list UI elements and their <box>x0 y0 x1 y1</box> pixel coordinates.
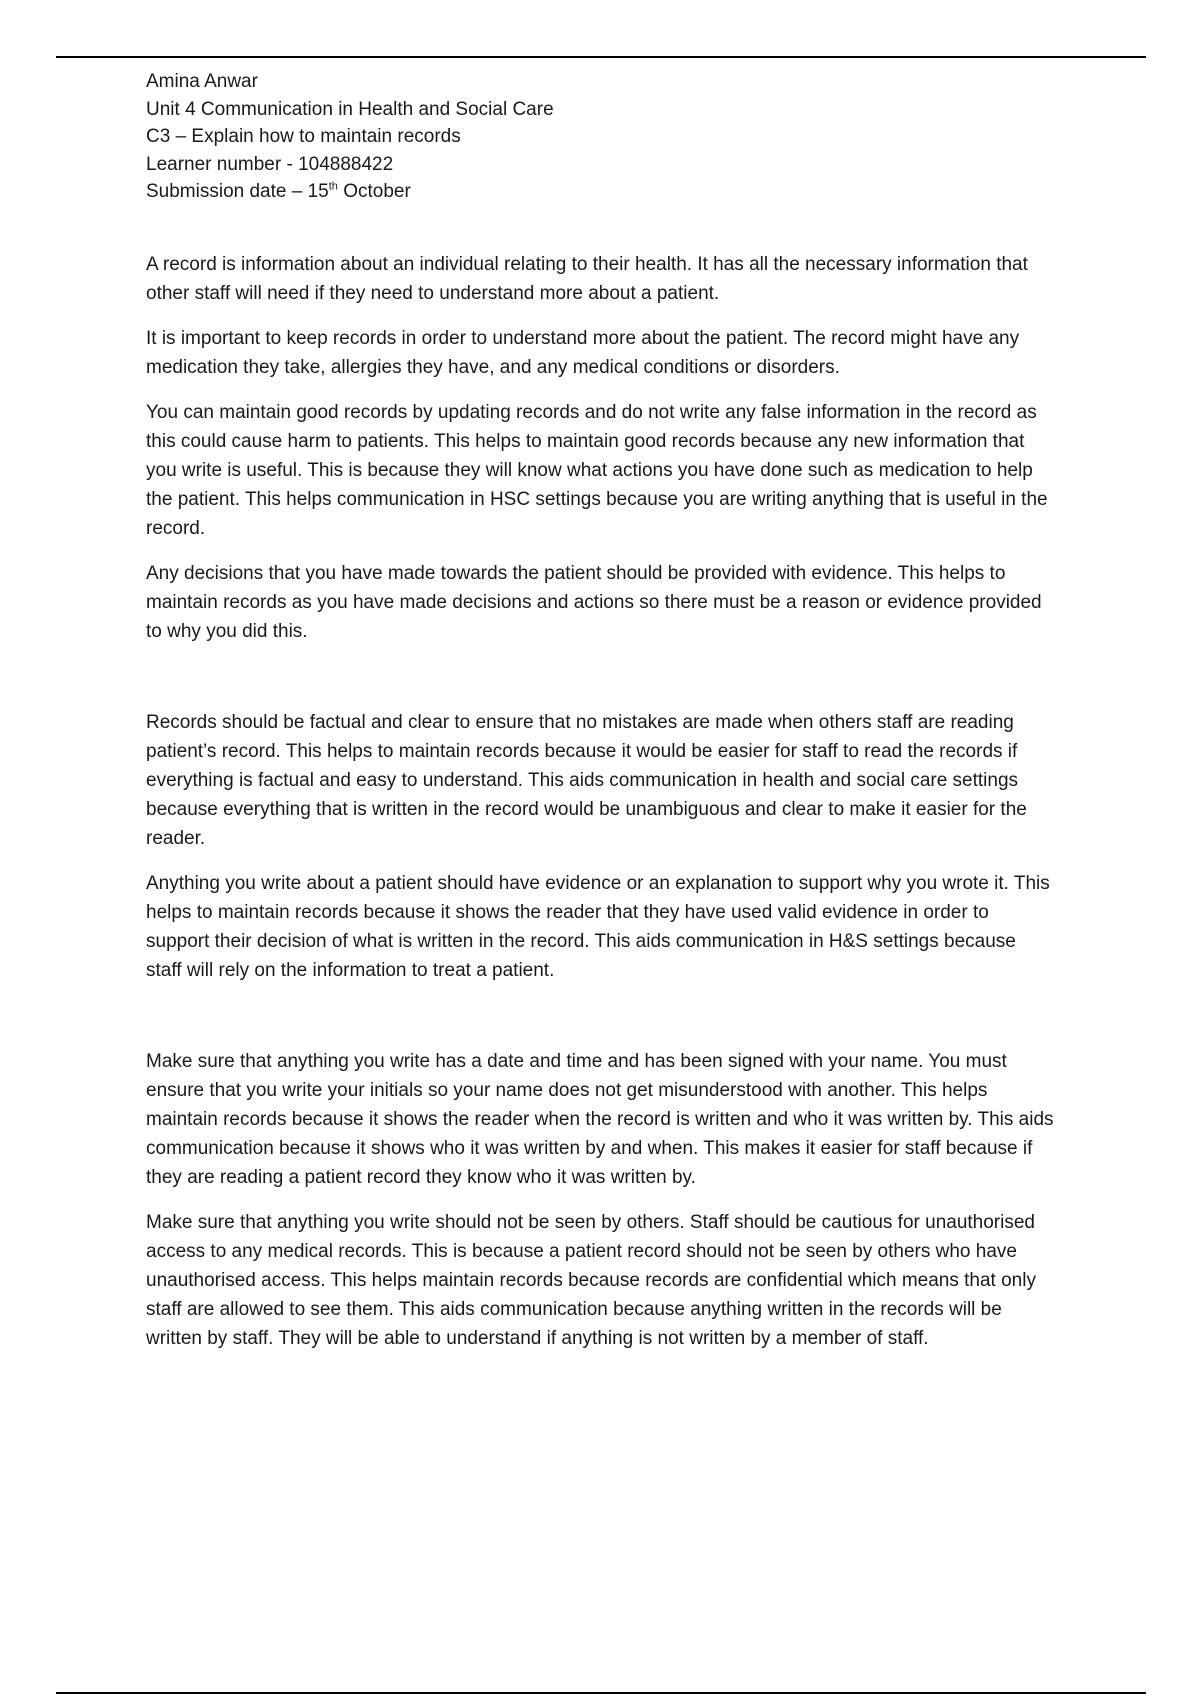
page-top-rule <box>56 56 1146 58</box>
paragraph-updating-records: You can maintain good records by updating records and do not write any false information in the record as this could cause harm to patients. This helps to maintain good records because any new information that you write is useful. This is because they will know what actions you have done such as medication to help the patient. This helps communication in HSC settings because you are writing anything that is useful in the record. <box>146 401 1048 539</box>
submission-date-prefix: Submission date – 15 <box>146 181 329 202</box>
paragraph-confidentiality: Make sure that anything you write should not be seen by others. Staff should be cautious for unauthorised access to any medical records. This is because a patient record should not be seen by others who have unauthorised access. This helps maintain records because records are confidential which means that only staff are allowed to see them. This aids communication because anything written in the records will be written by staff. They will be able to understand if anything is not written by a member of staff. <box>146 1211 1036 1349</box>
submission-date <box>146 178 1056 206</box>
paragraph-factual-clear: Records should be factual and clear to ensure that no mistakes are made when others staff are reading patient’s record. This helps to maintain records because it would be easier for staff to read the records if everything is factual and easy to understand. This aids communication in health and social care settings because everything that is written in the record would be unambiguous and clear to make it easier for the reader. <box>146 711 1027 849</box>
author-name: Amina Anwar <box>146 71 258 92</box>
learner-number: Learner number - 104888422 <box>146 153 394 175</box>
submission-date-ordinal: th <box>328 180 338 193</box>
paragraph-decisions-evidence: Any decisions that you have made towards the patient should be provided with evidence. This helps to maintain records as you have made decisions and actions so there must be a reason or evidence provided to why you did this. <box>146 562 1042 642</box>
document-header <box>146 68 1056 206</box>
paragraph-record-definition: A record is information about an individual relating to their health. It has all the necessary information that other staff will need if they need to understand more about a patient. <box>146 253 1028 304</box>
submission-date-suffix: October <box>337 181 411 202</box>
document-body <box>146 68 1056 1369</box>
paragraph-explanation-support: Anything you write about a patient should have evidence or an explanation to support why you wrote it. This helps to maintain records because it shows the reader that they have used valid evidence in order to support their decision of what is written in the record. This aids communication in H&S settings because staff will rely on the information to treat a patient. <box>146 872 1050 981</box>
unit-title: Unit 4 Communication in Health and Social Care <box>146 98 554 120</box>
paragraph-importance: It is important to keep records in order to understand more about the patient. The record might have any medication they take, allergies they have, and any medical conditions or disorders. <box>146 327 1020 378</box>
page-bottom-rule <box>56 1692 1146 1694</box>
paragraph-date-time-signature: Make sure that anything you write has a date and time and has been signed with your name. You must ensure that you write your initials so your name does not get misunderstood with another. This helps maintain records because it shows the reader when the record is written and who it was written by. This aids communication because it shows who it was written by and when. This makes it easier for staff because if they are reading a patient record they know who it was written by. <box>146 1050 1054 1188</box>
task-title: C3 – Explain how to maintain records <box>146 126 461 147</box>
